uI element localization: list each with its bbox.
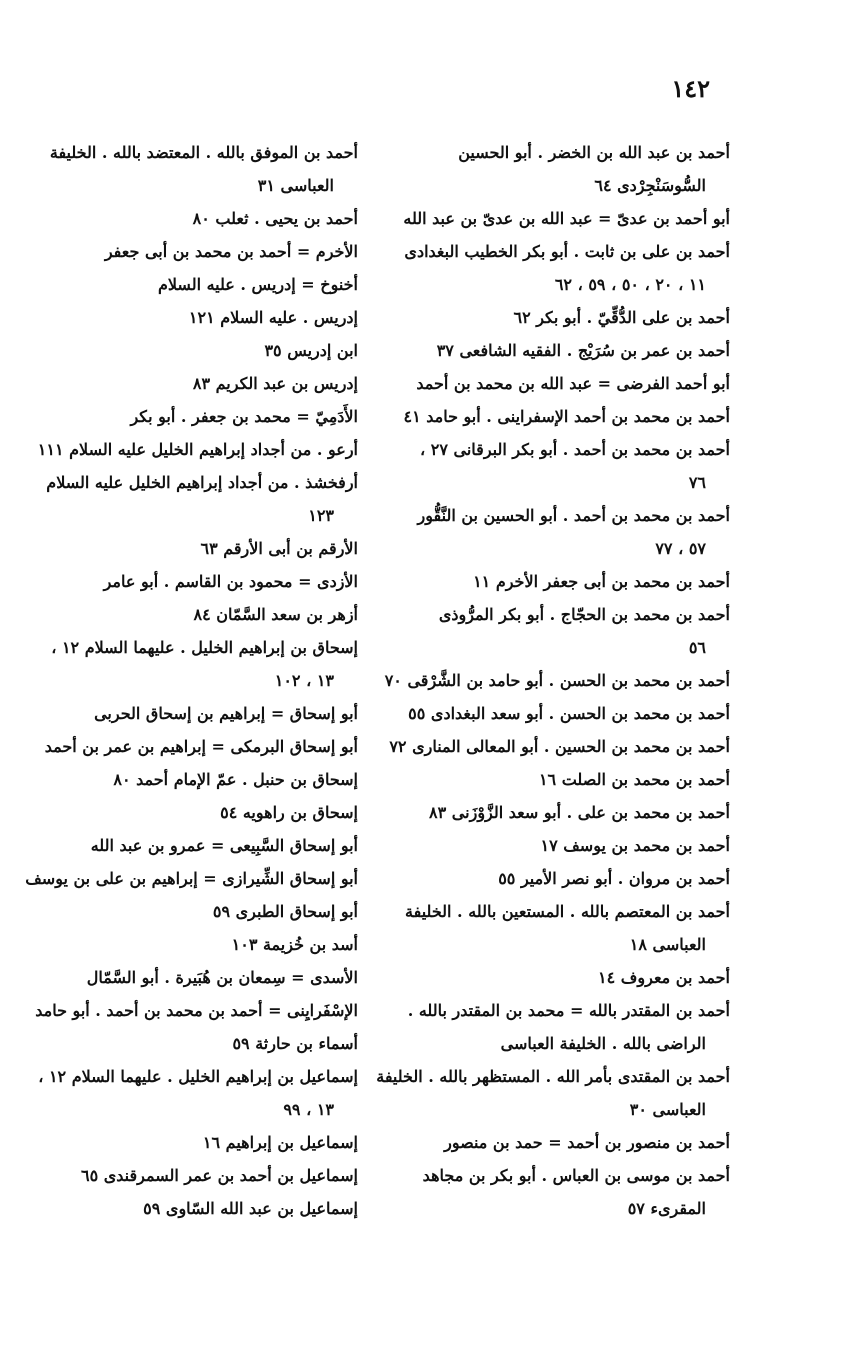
page-number: ١٤٢ <box>671 74 710 103</box>
index-entry-text: أبو إسحاق = إبراهيم بن إسحاق الحربى <box>94 704 358 723</box>
index-entry-text: إسماعيل بن عبد الله السّاوى ٥٩ <box>143 1199 358 1218</box>
index-entry-text: أحمد بن محمد بن الحسن . أبو سعد البغدادى ٥٥ <box>408 704 730 723</box>
index-entry-text: إدريس بن عبد الكريم ٨٣ <box>192 374 358 393</box>
index-entry-text: إسماعيل بن إبراهيم الخليل . عليهما السلام ١٢ ، <box>38 1067 358 1086</box>
index-entry-text: الأَدَمِيّ = محمد بن جعفر . أبو بكر <box>130 407 358 426</box>
index-entry <box>405 796 730 829</box>
index-entry-text: أحمد بن على بن ثابت . أبو بكر الخطيب البغدادى <box>404 242 730 261</box>
index-entry-text: الأسدى = سِمعان بن هُبَيرة . أبو السَّمّال <box>86 968 358 987</box>
index-entry <box>405 895 730 961</box>
index-entry-text: أحمد بن موسى بن العباس . أبو بكر بن مجاهد <box>422 1166 730 1185</box>
index-entry-text: أحمد بن عبد الله بن الخضر . أبو الحسين <box>458 143 730 162</box>
index-entry <box>405 565 730 598</box>
index-entry-text: أحمد بن على الدُّقِّيّ . أبو بكر ٦٢ <box>513 308 730 327</box>
index-entry <box>405 433 730 499</box>
index-entry-continuation: ١١ ، ٢٠ ، ٥٠ ، ٥٩ ، ٦٢ <box>554 275 706 294</box>
index-entry <box>28 1159 358 1192</box>
index-entry-text: الإسْفَرايِنى = أحمد بن محمد بن أحمد . أبو حامد <box>35 1001 358 1020</box>
index-entry <box>405 400 730 433</box>
index-entry-continuation: ٥٦ <box>688 638 706 657</box>
index-entry <box>25 862 358 895</box>
index-entry-text: أبو إسحاق الشِّيرازى = إبراهيم بن على بن يوسف <box>25 869 358 888</box>
index-entry <box>28 598 358 631</box>
index-entry-text: إسماعيل بن إبراهيم ١٦ <box>202 1133 358 1152</box>
index-entry-continuation: العباسى ١٨ <box>629 935 706 954</box>
index-entry-text: الأرقم بن أبى الأرقم ٦٣ <box>200 539 358 558</box>
index-entry <box>405 763 730 796</box>
index-entry <box>405 994 730 1060</box>
index-entry <box>28 1192 358 1225</box>
index-entry-continuation: العباسى ٣١ <box>257 176 334 195</box>
index-entry <box>376 1060 730 1126</box>
index-entry <box>28 202 358 235</box>
index-entry-continuation: السُّوسَنْجِرْدى ٦٤ <box>594 176 706 195</box>
index-entry <box>28 697 358 730</box>
index-entry-continuation: ٧٦ <box>688 473 706 492</box>
index-entry <box>28 400 358 433</box>
index-entry <box>28 565 358 598</box>
index-entry-text: أحمد بن يحيى . ثعلب ٨٠ <box>192 209 358 228</box>
index-entry-text: الأزدى = محمود بن القاسم . أبو عامر <box>103 572 358 591</box>
index-entry-text: أحمد بن محمد بن أحمد الإسفراينى . أبو حامد ٤١ <box>403 407 730 426</box>
index-entry <box>405 334 730 367</box>
index-entry-text: أحمد بن محمد بن الحسين . أبو المعالى المنارى ٧٢ <box>389 737 730 756</box>
index-entry-continuation: المقرىء ٥٧ <box>627 1199 706 1218</box>
index-entry-text: أحمد بن عمر بن سُرَيْج . الفقيه الشافعى ٣٧ <box>436 341 730 360</box>
index-entry-continuation: ١٣ ، ١٠٢ <box>274 671 334 690</box>
index-entry <box>28 895 358 928</box>
index-entry-text: أبو أحمد بن عدىّ = عبد الله بن عدىّ بن عبد الله <box>403 209 730 228</box>
index-entry <box>28 268 358 301</box>
index-entry <box>405 862 730 895</box>
index-entry <box>405 598 730 664</box>
index-entry-text: أحمد بن محمد بن أحمد . أبو بكر البرقانى ٢٧ ، <box>420 440 730 459</box>
index-entry-text: إسحاق بن إبراهيم الخليل . عليهما السلام ١٢ ، <box>51 638 358 657</box>
index-entry <box>389 730 730 763</box>
index-entry-continuation: ١٢٣ <box>308 506 334 525</box>
index-entry <box>405 1159 730 1225</box>
index-entry <box>28 928 358 961</box>
index-entry <box>28 433 358 466</box>
index-entry-text: أبو أحمد الفرضى = عبد الله بن محمد بن أحمد <box>416 374 730 393</box>
index-entry <box>384 664 730 697</box>
index-entry <box>28 829 358 862</box>
index-entry <box>405 697 730 730</box>
index-entry-text: أحمد بن المقتدى بأمر الله . المستظهر بالله . الخليفة <box>376 1067 730 1086</box>
index-entry-text: أحمد بن منصور بن أحمد = حمد بن منصور <box>444 1133 730 1152</box>
index-entry <box>405 235 730 301</box>
index-entry <box>405 301 730 334</box>
index-entry-text: أحمد بن محمد بن أحمد . أبو الحسين بن النَّقُّور <box>417 506 730 525</box>
index-entry-text: إسحاق بن حنبل . عمّ الإمام أحمد ٨٠ <box>113 770 358 789</box>
index-entry-text: أبو إسحاق السَّبِيعى = عمرو بن عبد الله <box>90 836 358 855</box>
index-entry <box>28 532 358 565</box>
index-entry-text: أحمد بن معروف ١٤ <box>598 968 730 987</box>
index-entry-text: أزهر بن سعد السَّمّان ٨٤ <box>193 605 358 624</box>
index-entry-text: أبو إسحاق الطبرى ٥٩ <box>212 902 358 921</box>
index-entry-text: أرعو . من أجداد إبراهيم الخليل عليه السلام ١١١ <box>37 440 358 459</box>
index-entry <box>405 829 730 862</box>
index-entry-text: أحمد بن المقتدر بالله = محمد بن المقتدر بالله . <box>407 1001 730 1020</box>
index-entry-text: أبو إسحاق البرمكى = إبراهيم بن عمر بن أحمد <box>44 737 358 756</box>
index-entry <box>28 136 358 202</box>
index-entry-text: أحمد بن الموفق بالله . المعتضد بالله . الخليفة <box>49 143 358 162</box>
index-entry-text: أخنوخ = إدريس . عليه السلام <box>157 275 358 294</box>
index-entry <box>28 367 358 400</box>
index-entry <box>405 961 730 994</box>
index-entry-text: أحمد بن محمد بن الحجّاج . أبو بكر المرُّوذى <box>438 605 730 624</box>
index-entry-text: أحمد بن مروان . أبو نصر الأمير ٥٥ <box>498 869 730 888</box>
index-entry <box>28 796 358 829</box>
index-entry-continuation: العباسى ٣٠ <box>629 1100 706 1119</box>
index-entry-text: الأخرم = أحمد بن محمد بن أبى جعفر <box>104 242 358 261</box>
index-entry <box>28 994 358 1027</box>
index-entry <box>28 730 358 763</box>
index-entry <box>405 202 730 235</box>
index-entry <box>28 235 358 268</box>
index-entry-text: إدريس . عليه السلام ١٢١ <box>188 308 358 327</box>
index-entry-continuation: ١٣ ، ٩٩ <box>283 1100 334 1119</box>
index-entry-continuation: الراضى بالله . الخليفة العباسى <box>500 1034 706 1053</box>
index-entry-text: أحمد بن محمد بن يوسف ١٧ <box>540 836 730 855</box>
index-entry <box>28 763 358 796</box>
index-entry <box>28 1060 358 1126</box>
index-entry-text: إسماعيل بن أحمد بن عمر السمرقندى ٦٥ <box>80 1166 358 1185</box>
index-entry-text: أحمد بن محمد بن الحسن . أبو حامد بن الشَّرْقى ٧٠ <box>384 671 730 690</box>
index-entry <box>28 1126 358 1159</box>
index-entry-continuation: ٥٧ ، ٧٧ <box>655 539 706 558</box>
index-entry-text: أحمد بن محمد بن الصلت ١٦ <box>538 770 730 789</box>
index-entry <box>28 466 358 532</box>
index-column-right <box>376 136 730 1225</box>
index-entry <box>28 631 358 697</box>
index-entry <box>28 961 358 994</box>
index-entry <box>28 301 358 334</box>
index-entry <box>28 334 358 367</box>
index-entry-text: أحمد بن محمد بن أبى جعفر الأخرم ١١ <box>473 572 730 591</box>
index-entry <box>405 136 730 202</box>
index-entry-text: أحمد بن المعتصم بالله . المستعين بالله . الخليفة <box>405 902 730 921</box>
index-entry-text: أرفخشذ . من أجداد إبراهيم الخليل عليه السلام <box>46 473 358 492</box>
index-entry <box>28 1027 358 1060</box>
index-entry <box>405 367 730 400</box>
index-entry-text: إسحاق بن راهويه ٥٤ <box>220 803 358 822</box>
index-entry-text: ابن إدريس ٣٥ <box>264 341 358 360</box>
index-entry <box>405 1126 730 1159</box>
index-entry-text: أحمد بن محمد بن على . أبو سعد الزَّوْزَنى ٨٣ <box>429 803 730 822</box>
index-entry <box>405 499 730 565</box>
index-entry-text: أسماء بن حارثة ٥٩ <box>232 1034 358 1053</box>
index-entry-text: أسد بن خُزيمة ١٠٣ <box>231 935 358 954</box>
index-column-left <box>25 136 358 1225</box>
